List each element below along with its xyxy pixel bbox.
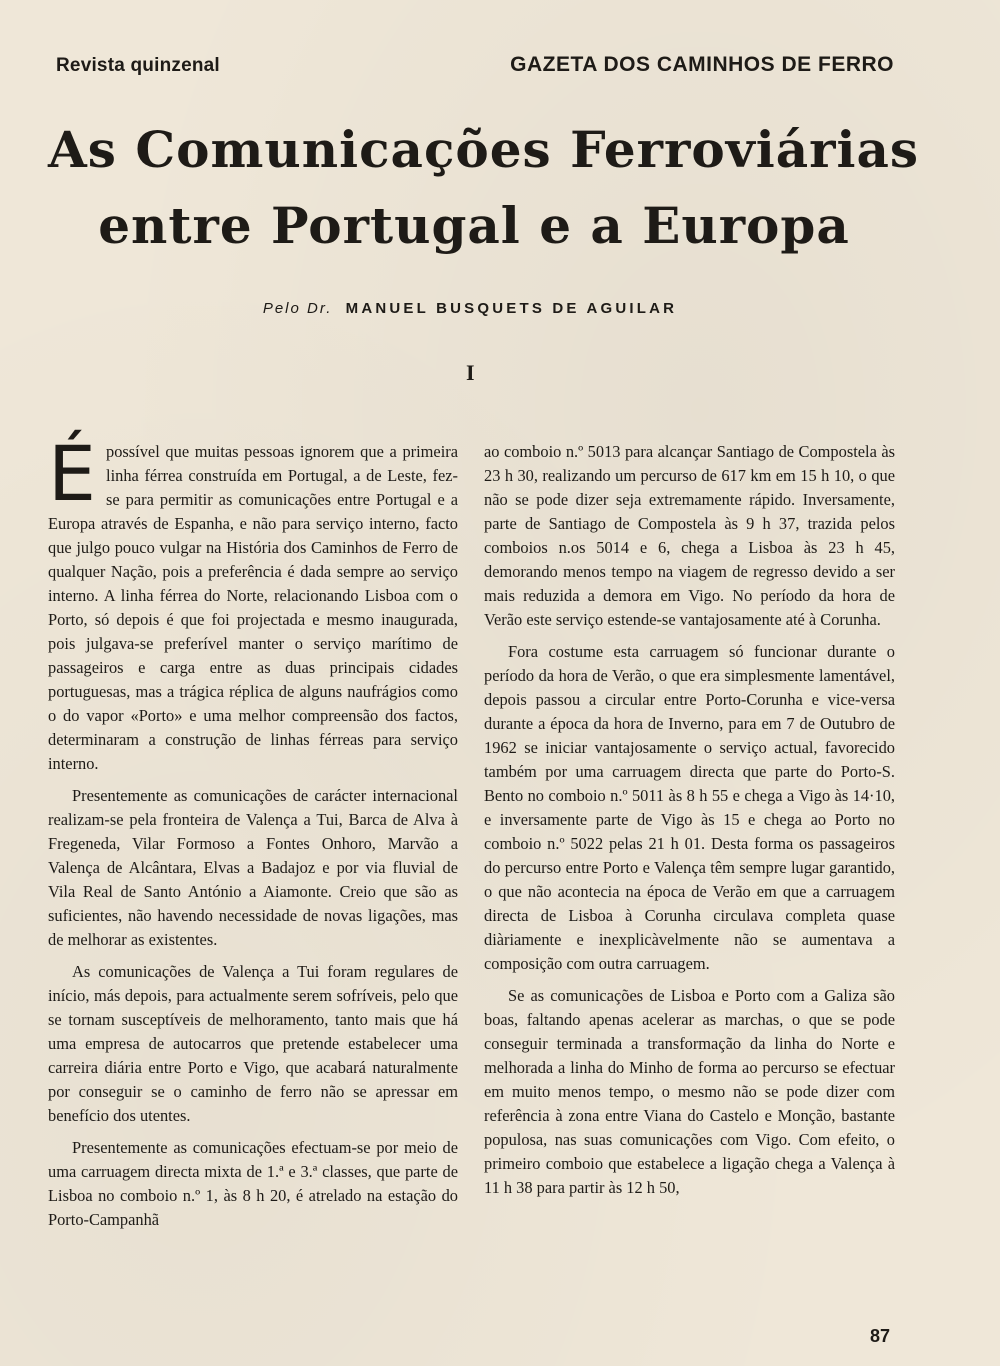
paragraph-text: possível que muitas pessoas ignorem que a primeira linha férrea construída em Portugal, a de Leste, fez-se para permitir as comunicações entre Portugal e a Europa através de Espanha, e não para serviço interno, facto que julgo pouco vulgar na História dos Caminhos de Ferro de qualquer Nação, pois a preferência é dada sempre ao serviço interno. A linha férrea do Norte, relacionando Lisboa com o Porto, só depois é que foi projectada e mesmo inaugurada, pois julgava-se preferível manter o serviço marítimo de passageiros e carga entre as duas principais cidades portuguesas, mas a trágica réplica de alguns naufrágios como o do vapor «Porto» e uma melhor compreensão dos factos, determinaram a construção de linhas férreas para serviço interno. <box>48 442 458 773</box>
paragraph <box>48 429 458 776</box>
byline-prefix: Pelo Dr. <box>262 300 333 317</box>
article-title <box>48 112 920 264</box>
running-header-left: Revista quinzenal <box>56 55 220 76</box>
paragraph: Fora costume esta carruagem só funcionar durante o período da hora de Verão, o que era simplesmente lamentável, depois passou a circular entre Porto-Corunha e vice-versa durante a época da hora de Inverno, para em 7 de Outubro de 1962 se iniciar vantajosamente o serviço actual, favorecido também por uma carruagem directa que parte do Porto-S. Bento no comboio n.º 5011 às 8 h 55 e chega a Vigo às 14·10, e inversamente parte de Vigo às 15 e chega ao Porto no comboio n.º 5022 pelas 21 h 01. Desta forma os passageiros do percurso entre Porto e Valença têm sempre lugar garantido, o que não acontecia na época de Verão em que a carruagem directa de Lisboa à Corunha circulava completa quase diàriamente e inexplicàvelmente não se aumentava a composição com outra carruagem. <box>484 642 895 973</box>
paragraph: Se as comunicações de Lisboa e Porto com a Galiza são boas, faltando apenas acelerar as marchas, o que se pode conseguir terminada a transformação da linha do Norte e melhorada a linha do Minho de forma ao percurso se efectuar em muito menos tempo, o mesmo não se pode dizer com referência à zona entre Viana do Castelo e Monção, bastante populosa, nas suas comunicações com Vigo. Com efeito, o primeiro comboio que estabelece a ligação chega a Valença à 11 h 38 para partir às 12 h 50, <box>484 986 895 1197</box>
section-number: I <box>466 360 475 385</box>
article-title-line-2: entre Portugal e a Europa <box>98 196 850 255</box>
running-header-right: GAZETA DOS CAMINHOS DE FERRO <box>510 53 894 76</box>
text-column-right <box>484 440 895 1208</box>
byline-author: MANUEL BUSQUETS DE AGUILAR <box>345 300 678 317</box>
page-number: 87 <box>870 1326 891 1346</box>
drop-cap: É <box>48 429 97 518</box>
paragraph: ao comboio n.º 5013 para alcançar Santiago de Compostela às 23 h 30, realizando um percurso de 617 km em 15 h 10, o que não se pode dizer seja extremamente rápido. Inversamente, parte de Santiago de Compostela às 9 h 37, trazida pelos comboios n.os 5014 e 6, chega a Lisboa às 23 h 45, demorando menos tempo na viagem de regresso devido a ser mais reduzida a demora em Vigo. No período da hora de Verão este serviço estende-se vantajosamente até à Corunha. <box>484 442 895 629</box>
paragraph: Presentemente as comunicações de carácter internacional realizam-se pela fronteira de Valença a Tui, Barca de Alva à Fregeneda, Vilar Formoso a Fontes Onhoro, Marvão a Valença de Alcântara, Elvas a Badajoz e por via fluvial de Vila Real de Santo António a Aiamonte. Creio que são as suficientes, não havendo necessidade de novas ligações, mas de melhorar as existentes. <box>48 786 458 949</box>
paragraph: As comunicações de Valença a Tui foram regulares de início, más depois, para actualmente serem sofríveis, pelo que se tornam susceptíveis de melhoramento, tanto mais que há uma empresa de autocarros que pretende estabelecer uma carreira diária entre Porto e Vigo, que acabará naturalmente por conseguir se o caminho de ferro não se apressar em benefício dos utentes. <box>48 962 458 1125</box>
paragraph: Presentemente as comunicações efectuam-se por meio de uma carruagem directa mixta de 1.ª e 3.ª classes, que parte de Lisboa no comboio n.º 1, às 8 h 20, é atrelado na estação do Porto-Campanhã <box>48 1138 458 1229</box>
text-column-left <box>48 429 458 1240</box>
article-byline <box>210 300 730 317</box>
article-title-line-1: As Comunicações Ferroviárias <box>48 120 920 179</box>
